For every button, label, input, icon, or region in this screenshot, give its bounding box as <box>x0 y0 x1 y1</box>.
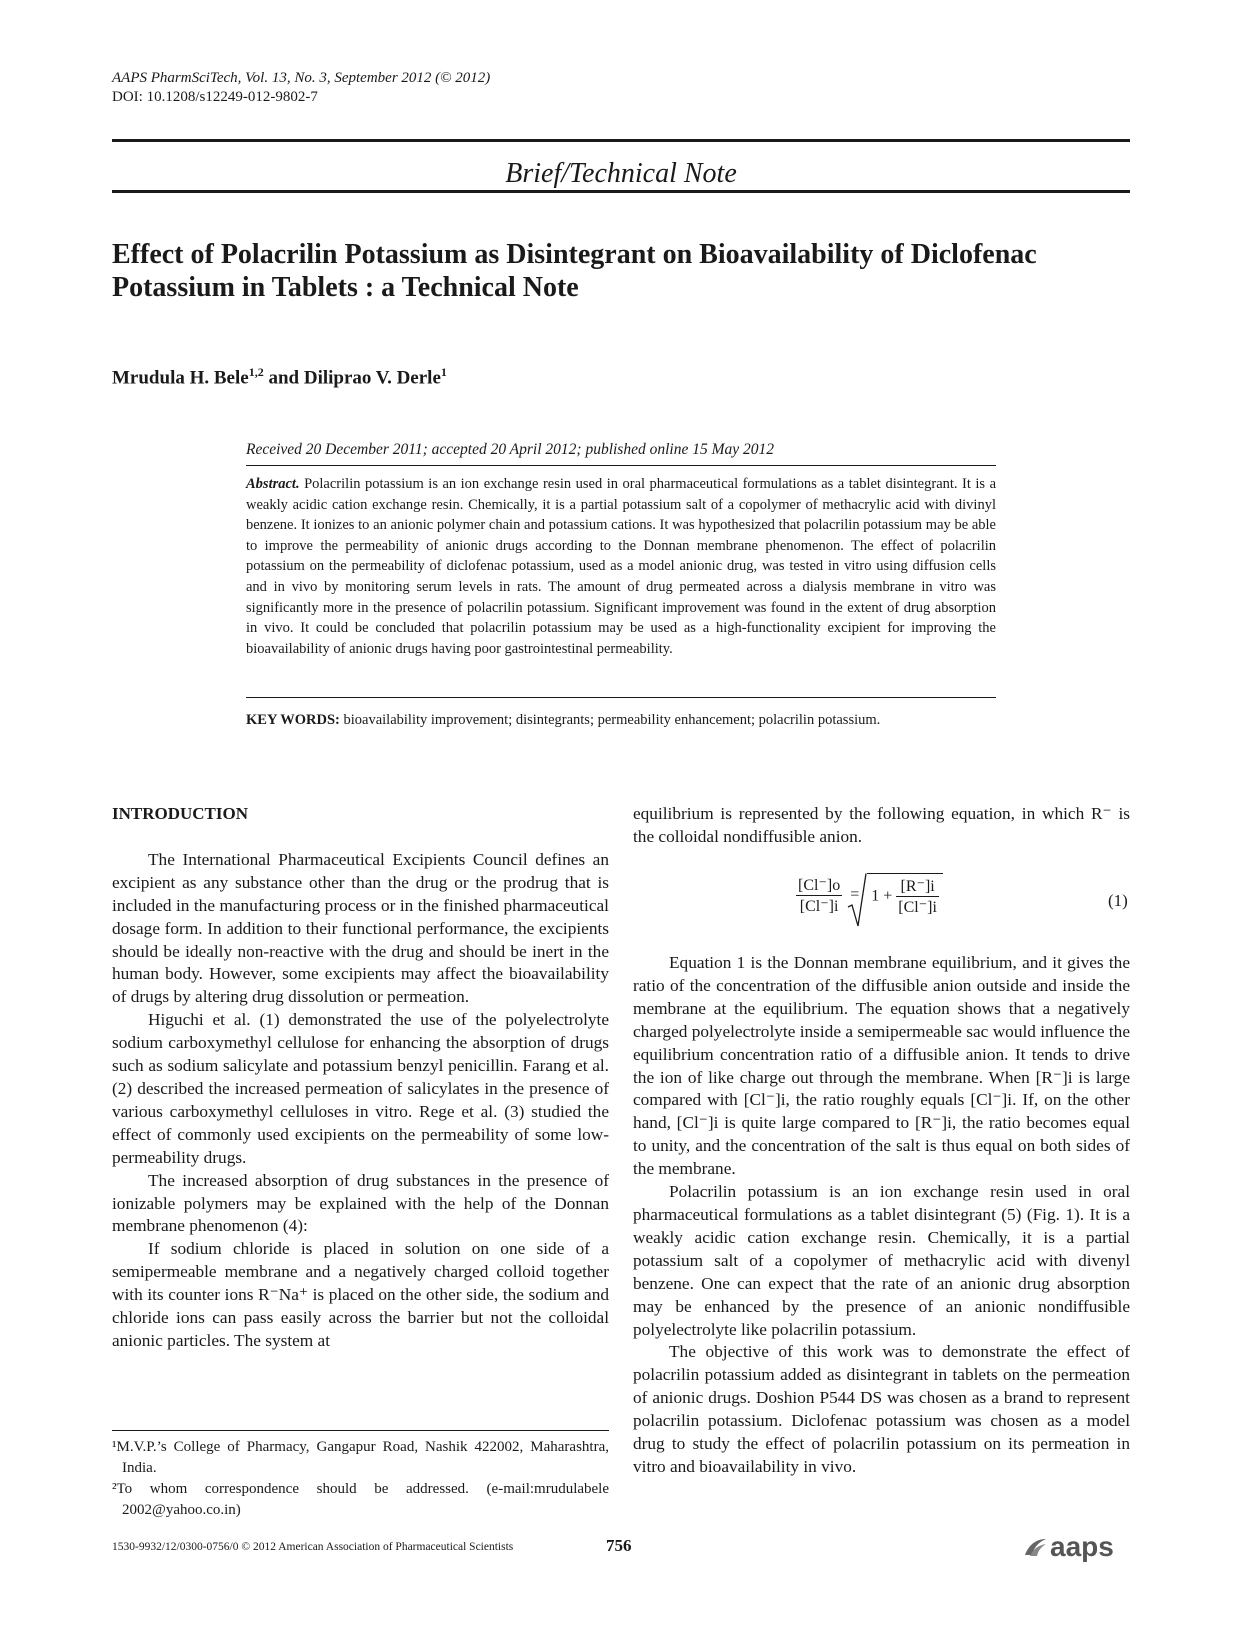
equation-rhs-denominator: [Cl⁻]i <box>898 899 937 916</box>
journal-header <box>112 69 490 107</box>
page-number: 756 <box>606 1536 632 1555</box>
intro-paragraph-3: The increased absorption of drug substances in the presence of ionizable polymers may be explained with the help of the Donnan membrane phenomenon (4): <box>112 1170 609 1236</box>
author-1: Mrudula H. Bele <box>112 367 249 389</box>
equation-equals: = <box>850 886 860 903</box>
author-and: and <box>263 367 304 389</box>
article-title: Effect of Polacrilin Potassium as Disintegrant on Bioavailability of Diclofenac Potassium in Tablets : a Technical Note <box>112 239 1037 303</box>
footnote-1: ¹M.V.P.’s College of Pharmacy, Gangapur Road, Nashik 422002, Maharashtra, India. <box>112 1439 609 1476</box>
keywords <box>246 711 996 730</box>
intro-paragraph-1: The International Pharmaceutical Excipients Council defines an excipient as any substance other than the drug or the prodrug that is included in the manufacturing process or in the finished pharmaceutical dosage form. In addition to their functional performance, the excipients should be ideally non-reactive with the drug and should be inert in the human body. However, some excipients may affect the bioavailability of drugs by altering drug dissolution or permeation. <box>112 849 609 1007</box>
author-2-affil: 1 <box>440 365 447 379</box>
aaps-logo-text: aaps <box>1050 1531 1114 1562</box>
equation-lhs-numerator: [Cl⁻]o <box>798 876 841 894</box>
equation-one-plus: 1 + <box>871 887 893 905</box>
equation-rhs-numerator: [R⁻]i <box>896 876 939 897</box>
introduction-heading: INTRODUCTION <box>112 804 249 823</box>
keywords-text: bioavailability improvement; disintegrants; permeability enhancement; polacrilin potassium. <box>343 712 881 728</box>
radical-sign <box>847 873 867 927</box>
abstract <box>246 474 996 659</box>
received-dates: Received 20 December 2011; accepted 20 April 2012; published online 15 May 2012 <box>246 441 774 458</box>
equation-rhs <box>896 876 939 917</box>
journal-citation: AAPS PharmSciTech, Vol. 13, No. 3, September 2012 (© 2012) <box>112 70 491 86</box>
abstract-top-rule <box>246 465 996 466</box>
footnote-rule <box>112 1430 609 1431</box>
author-1-affil: 1,2 <box>248 365 264 379</box>
author-line <box>112 365 447 389</box>
footnote-2[interactable]: ²To whom correspondence should be addressed. (e-mail:mrudulabele 2002@yahoo.co.in) <box>112 1481 609 1518</box>
keywords-rule <box>246 697 996 698</box>
aaps-logo <box>1022 1531 1114 1563</box>
intro-paragraph-4: If sodium chloride is placed in solution on one side of a semipermeable membrane and a negatively charged colloid together with its counter ions R⁻Na⁺ is placed on the other side, the sodium and chloride ions can pass easily across the barrier but not the colloidal anionic particles. The system at <box>112 1239 609 1350</box>
donnan-equation <box>796 873 1136 929</box>
author-2: Diliprao V. Derle <box>303 367 441 389</box>
equation-intro: equilibrium is represented by the following equation, in which R⁻ is the colloidal nondiffusible anion. <box>633 804 1130 846</box>
section-label: Brief/Technical Note <box>505 158 737 189</box>
polacrilin-paragraph: Polacrilin potassium is an ion exchange resin used in oral pharmaceutical formulations as a tablet disintegrant (5) (Fig. 1). It is a weakly acidic cation exchange resin. Chemically, it is a partial potassium salt of a copolymer of methacrylic acid with divenyl benzene. One can expect that the rate of an anionic drug absorption may be enhanced by the presence of an anionic nondiffusible polyelectrolyte like polacrilin potassium. <box>633 1182 1130 1339</box>
intro-paragraph-2: Higuchi et al. (1) demonstrated the use of the polyelectrolyte sodium carboxymethyl cellulose for enhancing the absorption of drugs such as sodium salicylate and potassium benzyl penicillin. Farang et al. (2) described the increased permeation of salicylates in the presence of various carboxymethyl celluloses in vitro. Rege et al. (3) studied the effect of commonly used excipients on the permeability of some low-permeability drugs. <box>112 1010 609 1167</box>
right-column-top <box>633 803 1130 849</box>
top-rule <box>112 139 1130 142</box>
equation-number: (1) <box>1108 891 1128 910</box>
right-column-bottom <box>633 952 1130 1479</box>
section-rule <box>112 190 1130 193</box>
copyright-line: 1530-9932/12/0300-0756/0 © 2012 American Association of Pharmaceutical Scientists <box>112 1541 514 1553</box>
equation-lhs-denominator: [Cl⁻]i <box>799 897 839 915</box>
left-column <box>112 803 609 1353</box>
objective-paragraph: The objective of this work was to demonstrate the effect of polacrilin potassium added as disintegrant in tablets on the permeation of anionic drugs. Doshion P544 DS was chosen as a brand to represent polacrilin potassium. Diclofenac potassium was chosen as a model drug to study the effect of polacrilin potassium on its permeation in vitro and bioavailability in vivo. <box>633 1342 1130 1476</box>
donnan-paragraph: Equation 1 is the Donnan membrane equilibrium, and it gives the ratio of the concentration of the diffusible anion outside and inside the membrane at the equilibrium. The equation shows that a negatively charged polyelectrolyte inside a semipermeable sac would influence the equilibrium concentration ratio of a diffusible anion. It tends to drive the ion of like charge out through the membrane. When [R⁻]i is large compared with [Cl⁻]i, the ratio roughly equals [Cl⁻]i. If, on the other hand, [Cl⁻]i is quite large compared to [R⁻]i, the ratio becomes equal to unity, and the concentration of the salt is thus equal on both sides of the membrane. <box>633 953 1130 1179</box>
aaps-swirl-icon <box>1022 1536 1048 1558</box>
equation-lhs <box>796 875 842 916</box>
square-root <box>867 873 943 917</box>
keywords-label: KEY WORDS: <box>246 712 340 728</box>
abstract-label: Abstract. <box>246 476 300 492</box>
abstract-text: Polacrilin potassium is an ion exchange resin used in oral pharmaceutical formulations as a tablet disintegrant. It is a weakly acidic cation exchange resin. Chemically, it is a partial potassium salt of a copolymer of methacrylic acid with divinyl benzene. It ionizes to an anionic polymer chain and potassium cations. It was hypothesized that polacrilin potassium may be able to improve the permeability of anionic drugs according to the Donnan membrane phenomenon. The effect of polacrilin potassium on the permeability of diclofenac potassium, used as a model anionic drug, was tested in vitro using diffusion cells and in vivo by monitoring serum levels in rats. The amount of drug permeated across a dialysis membrane in vitro was significantly more in the presence of polacrilin potassium. Significant improvement was found in the extent of drug absorption in vivo. It could be concluded that polacrilin potassium may be used as a high-functionality excipient for improving the bioavailability of anionic drugs having poor gastrointestinal permeability. <box>246 476 997 657</box>
footnotes <box>112 1437 609 1521</box>
doi[interactable]: DOI: 10.1208/s12249-012-9802-7 <box>112 89 318 105</box>
